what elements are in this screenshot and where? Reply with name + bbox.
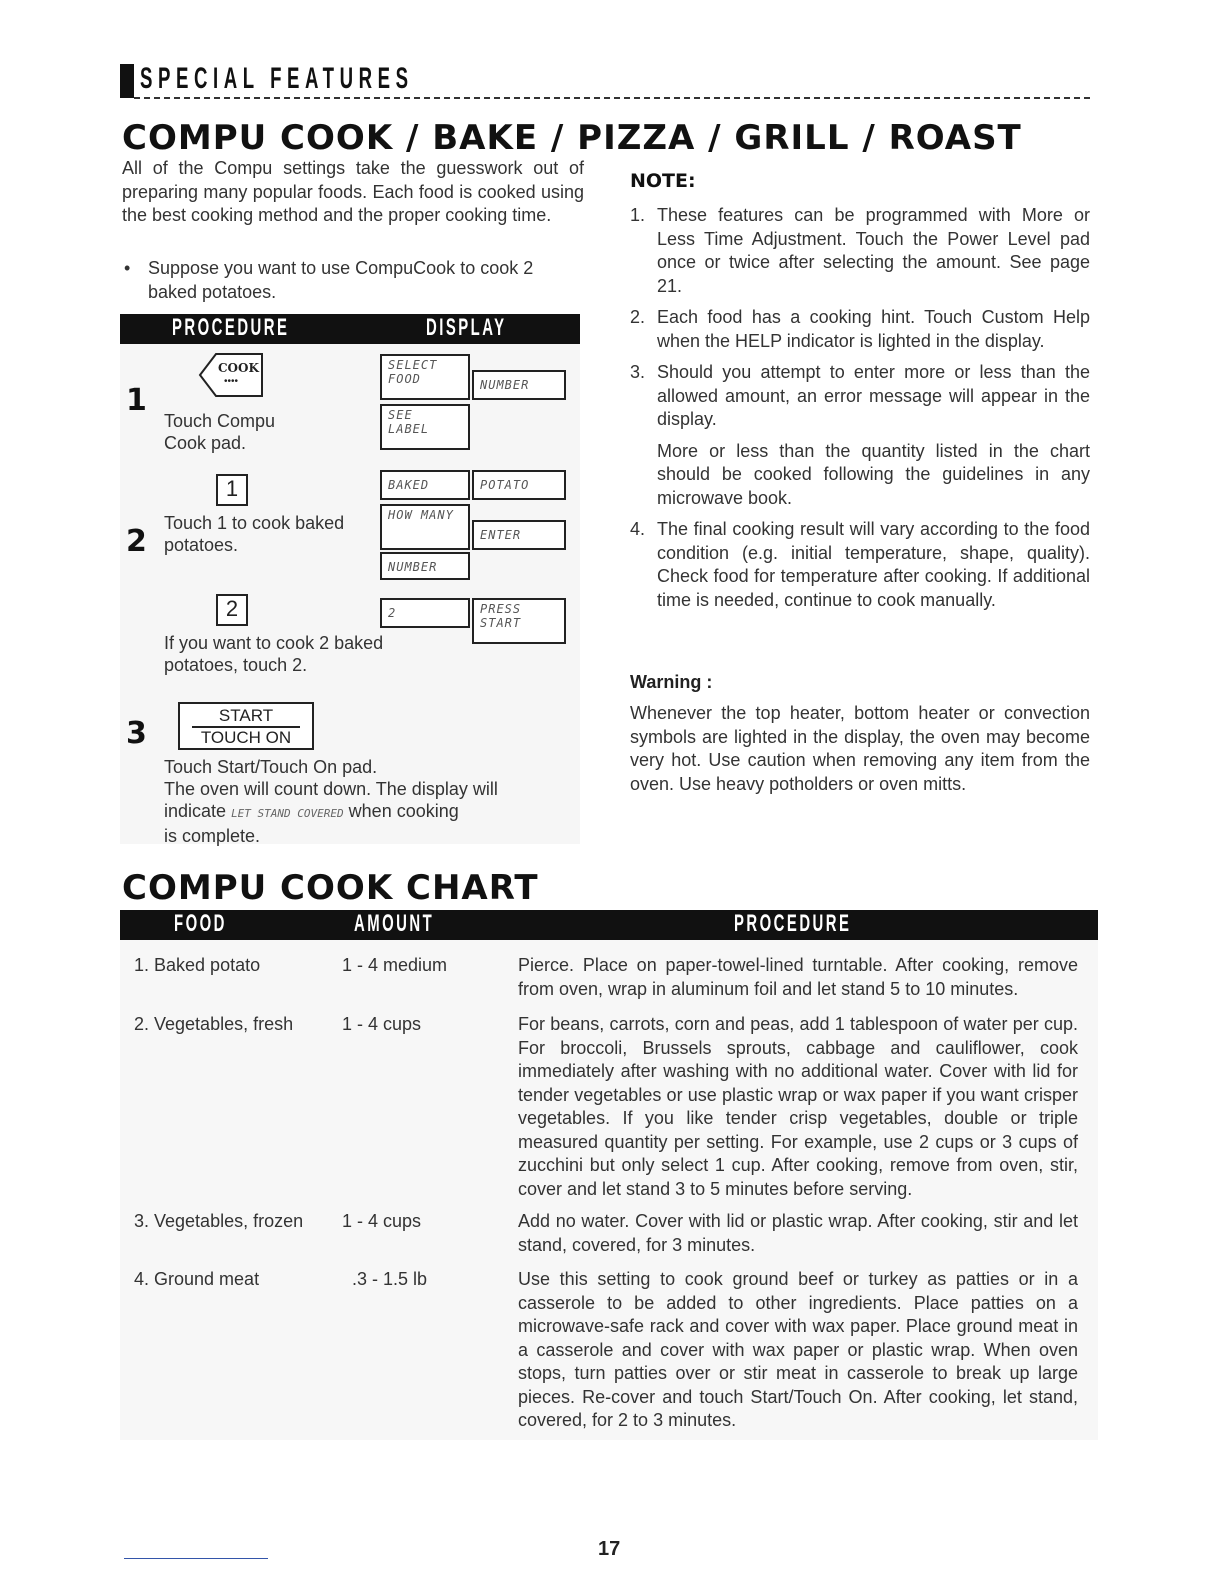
display-potato: POTATO — [472, 470, 566, 500]
note-item-num: 4. — [630, 519, 646, 539]
step-1-text: Touch Compu Cook pad. — [164, 411, 276, 453]
chart-amount: 1 - 4 cups — [342, 1014, 422, 1034]
start-touch-on-pad — [178, 702, 314, 750]
cook-pad — [186, 352, 264, 398]
note-item — [630, 306, 1090, 353]
step-3-text — [164, 756, 564, 847]
note-item-text: The final cooking result will vary according to the food condition (e.g. initial temperature, shape, quality). Check food for temperature after cooking. If additional time is needed, continue to cook manually. — [657, 519, 1090, 610]
chart-food: 1. Baked potato — [134, 955, 261, 975]
keypad-1: 1 — [216, 474, 248, 506]
chart-header-bar — [120, 910, 1098, 940]
chart-food: 3. Vegetables, frozen — [134, 1211, 304, 1231]
note-item-extra: More or less than the quantity listed in the chart should be cooked following the guidelines in any microwave book. — [657, 440, 1090, 508]
chart-procedure: Pierce. Place on paper-towel-lined turntable. After cooking, remove from oven, wrap in aluminum foil and let stand 5 to 10 minutes. — [518, 955, 1078, 999]
warning-text: Whenever the top heater, bottom heater or convection symbols are lighted in the display, the oven may become very hot. Use caution when removing any item from the oven. Use heavy potholders or oven mitts. — [630, 703, 1090, 794]
step-3-lcd-text: LET STAND COVERED — [231, 807, 344, 820]
step-3-line-d: is complete. — [164, 826, 261, 846]
display-number-2: NUMBER — [380, 552, 470, 580]
display-number: NUMBER — [472, 370, 566, 400]
chart-food: 4. Ground meat — [134, 1269, 260, 1289]
note-item — [630, 204, 1090, 298]
chart-header-amount: AMOUNT — [354, 910, 435, 937]
note-item — [630, 361, 1090, 510]
chart-amount: 1 - 4 cups — [342, 1211, 422, 1231]
display-baked: BAKED — [380, 470, 470, 500]
chart-procedure: For beans, carrots, corn and peas, add 1 tablespoon of water per cup. For broccoli, Brussels sprouts, cabbage and cauliflower, cook immediately after washing with no additional water. Cover with lid for tender vegetables or use plastic wrap or wax paper if you want crisper vegetables. If you like tender crisp vegetables, double or triple measured quantity per setting. For example, use 2 cups or 3 cups of zucchini but only select 1 cup. After cooking, remove from oven, stir, cover and let stand 3 to 5 minutes before serving. — [518, 1014, 1078, 1199]
step-3-number-text: 3 — [126, 716, 147, 751]
chart-procedure: Add no water. Cover with lid or plastic wrap. After cooking, stir and let stand, covered, for 3 minutes. — [518, 1211, 1078, 1255]
cook-pad-dots: •••• — [224, 376, 239, 387]
chart-amount: 1 - 4 medium — [342, 955, 448, 975]
section-divider — [134, 97, 1090, 99]
intro-bullet — [124, 257, 584, 304]
note-item — [630, 518, 1090, 612]
start-label: START — [192, 706, 300, 728]
step-3-line-c — [164, 800, 564, 825]
chart-procedure: Use this setting to cook ground beef or turkey as patties or in a casserole to be added to other ingredients. Place patties on a microwave-safe rack and cover with wax paper. Place ground meat in a casserole and cover with wax paper or plastic wrap. When oven stops, turn patties over or stir meat in casserole to break up large pieces. Re-cover and touch Start/Touch On. After cooking, let stand, covered, for 2 to 3 minutes. — [518, 1269, 1078, 1430]
step-1-number: 1 — [126, 383, 147, 418]
chart-header-food: FOOD — [174, 910, 227, 937]
keypad-2: 2 — [216, 594, 248, 626]
bullet-dot: • — [124, 258, 131, 278]
main-heading: COMPU COOK / BAKE / PIZZA / GRILL / ROAST — [122, 118, 1022, 158]
note-item-text: These features can be programmed with More or Less Time Adjustment. Touch the Power Level pad once or twice after selecting the amount. See page 21. — [657, 205, 1090, 296]
note-item-text: Each food has a cooking hint. Touch Custom Help when the HELP indicator is lighted in the display. — [657, 307, 1090, 351]
display-header: DISPLAY — [426, 314, 507, 341]
procedure-header-bar — [120, 314, 580, 344]
touch-on-label: TOUCH ON — [200, 728, 292, 747]
chart-header-procedure: PROCEDURE — [734, 910, 852, 937]
step-2-text: Touch 1 to cook baked potatoes. — [164, 513, 345, 555]
chart-heading: COMPU COOK CHART — [122, 868, 539, 908]
display-2: 2 — [380, 598, 470, 628]
warning-heading: Warning : — [630, 672, 713, 692]
display-how-many: HOW MANY — [380, 504, 470, 550]
footer-line — [124, 1558, 268, 1559]
note-heading: NOTE: — [630, 170, 696, 192]
display-select-food: SELECT FOOD — [380, 354, 470, 400]
procedure-header: PROCEDURE — [172, 314, 290, 341]
note-item-num: 1. — [630, 205, 646, 225]
step-2b-text: If you want to cook 2 baked potatoes, touch 2. — [164, 633, 384, 675]
note-item-text: Should you attempt to enter more or less than the allowed amount, an error message will appear in the display. — [657, 362, 1090, 429]
page-number: 17 — [598, 1538, 621, 1560]
note-item-body — [657, 361, 1090, 510]
display-press-start: PRESS START — [472, 598, 566, 644]
step-3-line-a: Touch Start/Touch On pad. — [164, 757, 378, 777]
note-item-num: 2. — [630, 307, 646, 327]
section-title: SPECIAL FEATURES — [140, 62, 414, 95]
intro-bullet-text: Suppose you want to use CompuCook to cook 2 baked potatoes. — [148, 258, 534, 302]
display-see-label: SEE LABEL — [380, 404, 470, 450]
step-3-line-b: The oven will count down. The display will — [164, 779, 498, 799]
intro-paragraph: All of the Compu settings take the guesswork out of preparing many popular foods. Each food is cooked using the best cooking method and the proper cooking time. — [122, 158, 584, 225]
cook-pad-shape — [186, 352, 264, 398]
display-enter: ENTER — [472, 520, 566, 550]
step-3-indicate: indicate — [164, 801, 227, 821]
cook-pad-label: COOK — [218, 361, 259, 375]
chart-amount: .3 - 1.5 lb — [352, 1269, 428, 1289]
chart-food: 2. Vegetables, fresh — [134, 1014, 294, 1034]
step-3-when-cooking: when cooking — [348, 801, 459, 821]
note-list — [630, 204, 1090, 620]
note-item-num: 3. — [630, 362, 646, 382]
step-2-number: 2 — [126, 524, 147, 559]
section-marker — [120, 64, 134, 98]
